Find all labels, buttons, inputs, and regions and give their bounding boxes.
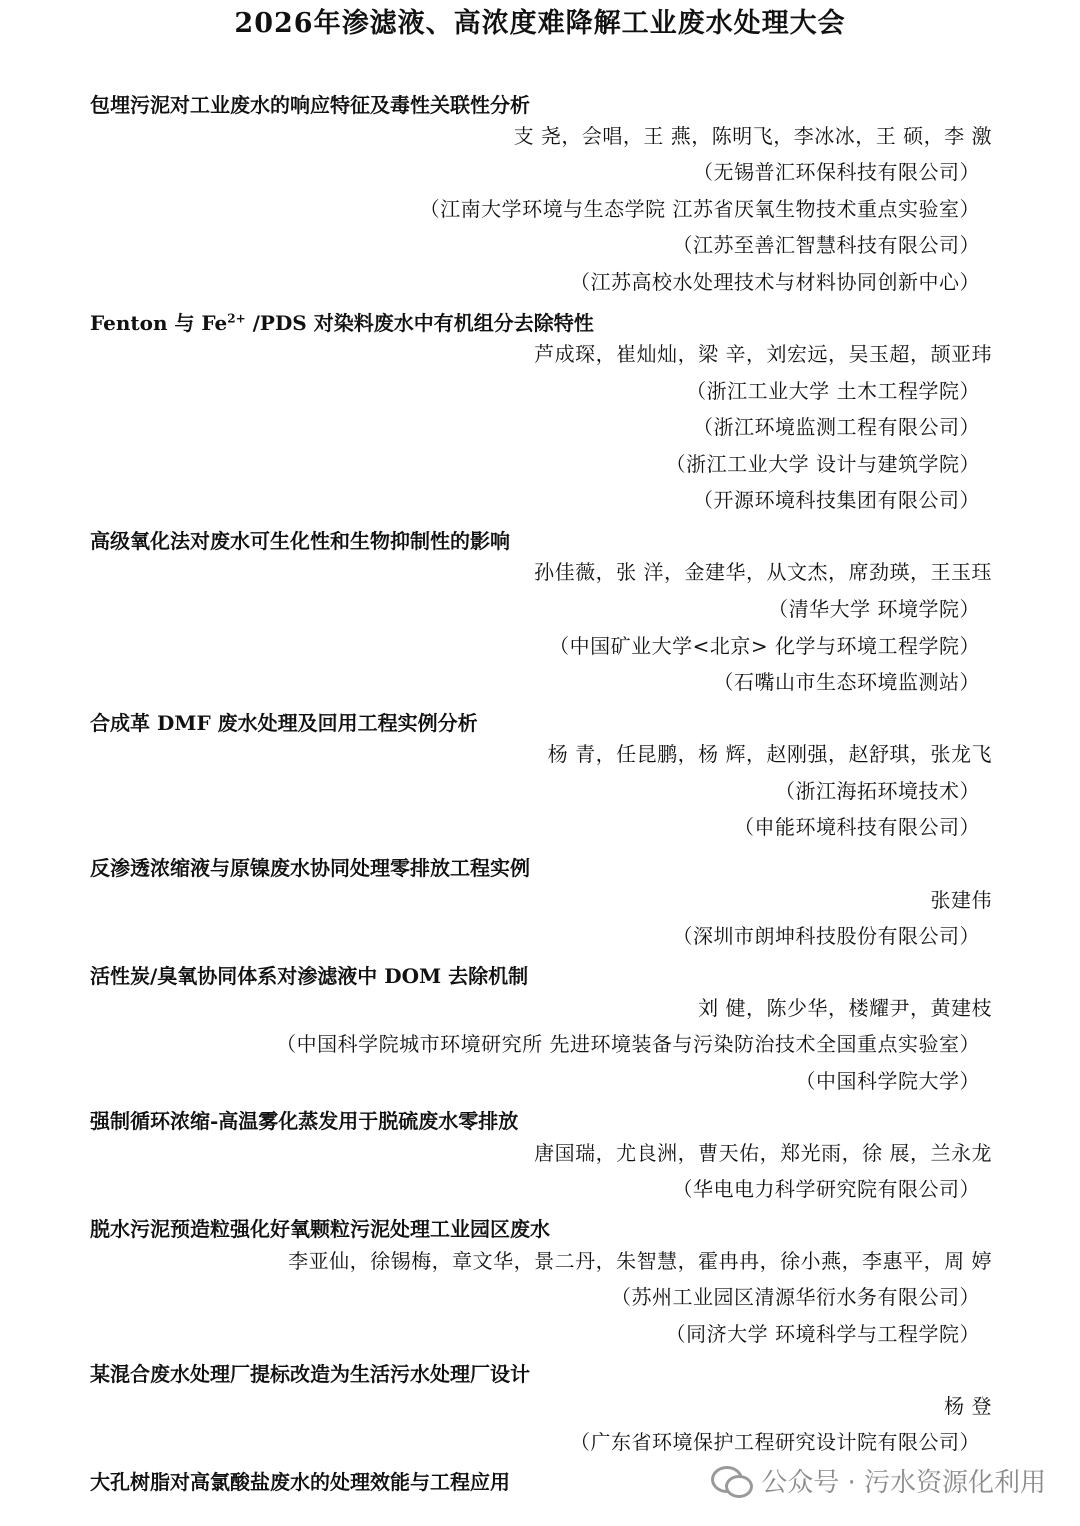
paper-affiliation: （江苏高校水处理技术与材料协同创新中心）	[570, 270, 980, 294]
paper-affiliation: （苏州工业园区清源华衍水务有限公司）	[611, 1285, 980, 1309]
paper-affiliation: （浙江工业大学 土木工程学院）	[686, 379, 980, 403]
paper-title: 活性炭/臭氧协同体系对渗滤液中 DOM 去除机制	[90, 964, 529, 988]
paper-affiliation: （浙江工业大学 设计与建筑学院）	[665, 452, 980, 476]
paper-affiliation: （中国科学院城市环境研究所 先进环境装备与污染防治技术全国重点实验室）	[276, 1032, 980, 1056]
paper-authors: 杨 登	[944, 1394, 992, 1418]
paper-affiliation: （无锡普汇环保科技有限公司）	[693, 160, 980, 184]
paper-title: 某混合废水处理厂提标改造为生活污水处理厂设计	[90, 1362, 530, 1386]
watermark	[711, 1462, 1046, 1498]
paper-title: 合成革 DMF 废水处理及回用工程实例分析	[90, 711, 478, 735]
title-text: /PDS 对染料废水中有机组分去除特性	[245, 311, 594, 335]
paper-authors: 孙佳薇，张 洋，金建华，从文杰，席劲瑛，王玉珏	[534, 560, 992, 584]
paper-title	[90, 309, 594, 337]
paper-affiliation: （石嘴山市生态环境监测站）	[713, 670, 980, 694]
paper-title: 大孔树脂对高氯酸盐废水的处理效能与工程应用	[90, 1470, 510, 1494]
paper-authors: 李亚仙，徐锡梅，章文华，景二丹，朱智慧，霍冉冉，徐小燕，李惠平，周 婷	[288, 1249, 992, 1273]
paper-authors: 刘 健，陈少华，楼耀尹，黄建枝	[698, 996, 992, 1020]
paper-affiliation: （同济大学 环境科学与工程学院）	[665, 1322, 980, 1346]
paper-authors: 张建伟	[930, 888, 992, 912]
paper-title: 包埋污泥对工业废水的响应特征及毒性关联性分析	[90, 93, 530, 117]
paper-affiliation: （浙江环境监测工程有限公司）	[693, 415, 980, 439]
paper-affiliation: （清华大学 环境学院）	[768, 597, 980, 621]
paper-title: 高级氧化法对废水可生化性和生物抑制性的影响	[90, 529, 510, 553]
paper-title: 脱水污泥预造粒强化好氧颗粒污泥处理工业园区废水	[90, 1217, 550, 1241]
superscript: 2+	[227, 311, 246, 326]
paper-title: 强制循环浓缩-高温雾化蒸发用于脱硫废水零排放	[90, 1109, 519, 1133]
watermark-text: 公众号 · 污水资源化利用	[761, 1467, 1046, 1498]
paper-affiliation: （广东省环境保护工程研究设计院有限公司）	[570, 1430, 980, 1454]
paper-authors: 支 尧，会唱，王 燕，陈明飞，李冰冰，王 硕，李 激	[513, 124, 992, 148]
paper-affiliation: （深圳市朗坤科技股份有限公司）	[672, 924, 980, 948]
paper-affiliation: （江南大学环境与生态学院 江苏省厌氧生物技术重点实验室）	[419, 197, 980, 221]
title-text: Fenton 与 Fe	[90, 311, 228, 335]
paper-affiliation: （江苏至善汇智慧科技有限公司）	[672, 233, 980, 257]
paper-affiliation: （浙江海拓环境技术）	[775, 779, 980, 803]
paper-affiliation: （华电电力科学研究院有限公司）	[672, 1177, 980, 1201]
paper-affiliation: （中国科学院大学）	[795, 1069, 980, 1093]
paper-title: 反渗透浓缩液与原镍废水协同处理零排放工程实例	[90, 856, 530, 880]
page-title: 2026年渗滤液、高浓度难降解工业废水处理大会	[234, 8, 846, 39]
paper-affiliation: （中国矿业大学<北京> 化学与环境工程学院）	[549, 634, 980, 658]
paper-affiliation: （开源环境科技集团有限公司）	[693, 488, 980, 512]
paper-authors: 唐国瑞，尤良洲，曹天佑，郑光雨，徐 展，兰永龙	[534, 1141, 992, 1165]
paper-authors: 芦成琛，崔灿灿，梁 辛，刘宏远，吴玉超，颉亚玮	[534, 342, 992, 366]
paper-affiliation: （申能环境科技有限公司）	[734, 815, 980, 839]
wechat-icon	[711, 1464, 751, 1496]
paper-authors: 杨 青，任昆鹏，杨 辉，赵刚强，赵舒琪，张龙飞	[547, 742, 992, 766]
